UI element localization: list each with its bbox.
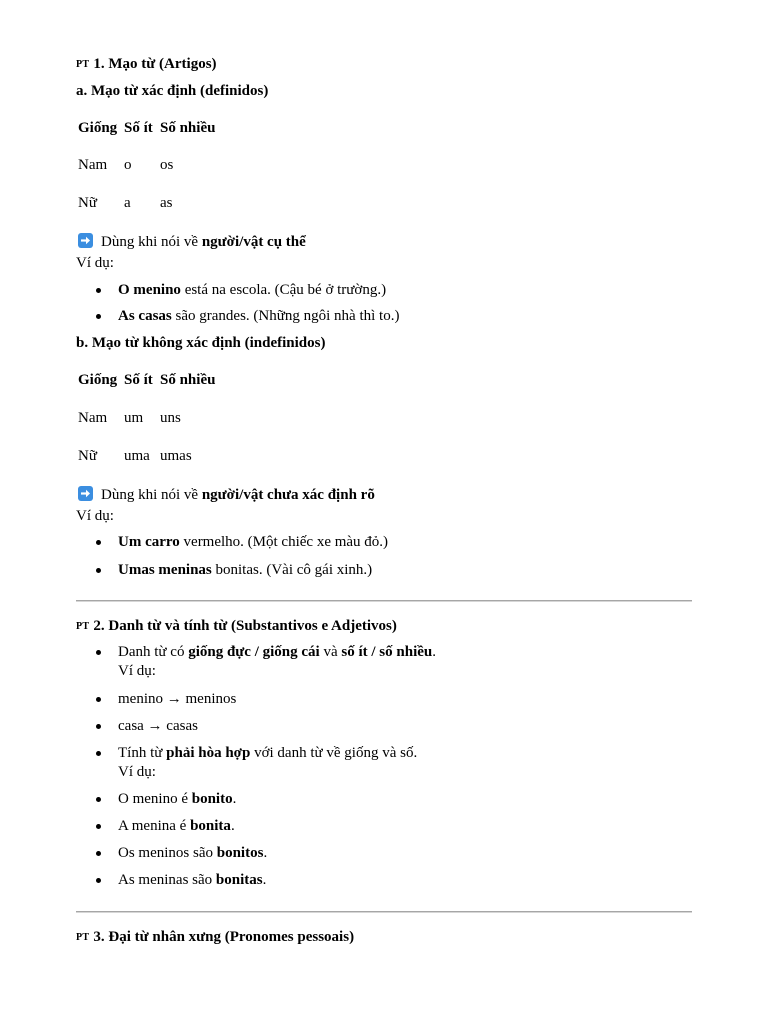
table-cell-plural: as xyxy=(160,195,173,211)
table-cell-singular: um xyxy=(124,410,144,426)
list-item xyxy=(118,280,768,300)
usage-note xyxy=(76,232,768,252)
item-emphasis: bonitas xyxy=(215,872,263,888)
item-emphasis: bonito xyxy=(191,791,233,807)
usage-emphasis: người/vật chưa xác định rõ xyxy=(201,487,375,503)
section-2-heading xyxy=(76,616,768,636)
item-text: và xyxy=(319,644,342,660)
item-text: menino → meninos xyxy=(118,691,237,707)
example-subject: Um carro xyxy=(118,534,180,550)
example-text: vermelho. (Một chiếc xe màu đỏ.) xyxy=(179,534,389,550)
noun-adjective-list xyxy=(76,643,768,890)
table-cell-gender: Nữ xyxy=(78,448,97,464)
flag-pt-icon: PT xyxy=(76,932,90,943)
item-emphasis: bonitos xyxy=(216,845,264,861)
example-label: Ví dụ: xyxy=(76,508,114,524)
section-1-heading xyxy=(76,54,768,74)
item-emphasis: số ít / số nhiều xyxy=(341,644,433,660)
flag-pt-icon: PT xyxy=(76,59,90,70)
example-list xyxy=(76,532,768,580)
list-item xyxy=(118,744,768,782)
usage-text: Dùng khi nói về xyxy=(101,487,202,503)
indefinite-articles-heading: b. Mạo từ không xác định (indefinidos) xyxy=(76,335,326,351)
section-3-title: 3. Đại từ nhân xưng (Pronomes pessoais) xyxy=(93,929,355,945)
column-header-gender: Giống xyxy=(78,372,118,388)
table-cell-gender: Nam xyxy=(78,157,108,173)
item-text: casa → casas xyxy=(118,718,198,734)
column-header-singular: Số ít xyxy=(124,372,153,388)
table-cell-gender: Nam xyxy=(78,410,108,426)
list-item xyxy=(118,306,768,326)
section-2-title: 2. Danh từ và tính từ (Substantivos e Adjetivos) xyxy=(93,618,397,634)
table-row xyxy=(76,446,768,466)
list-item xyxy=(118,532,768,552)
item-text: Danh từ có xyxy=(118,644,189,660)
item-text: . xyxy=(263,845,268,861)
column-header-plural: Số nhiều xyxy=(160,372,216,388)
list-item xyxy=(118,716,768,736)
item-emphasis: phải hòa hợp xyxy=(166,745,251,761)
list-item xyxy=(118,560,768,580)
item-text: . xyxy=(230,818,235,834)
definite-articles-heading: a. Mạo từ xác định (definidos) xyxy=(76,83,269,99)
definite-articles-table xyxy=(76,118,768,213)
item-text: Tính từ xyxy=(118,745,167,761)
section-divider xyxy=(76,600,692,602)
section-divider xyxy=(76,911,692,913)
list-item xyxy=(118,689,768,709)
item-emphasis: giống đực / giống cái xyxy=(188,644,320,660)
item-text: với danh từ về giống và số. xyxy=(250,745,418,761)
list-item xyxy=(118,843,768,863)
table-cell-plural: umas xyxy=(160,448,192,464)
right-arrow-icon xyxy=(78,233,93,248)
flag-pt-icon: PT xyxy=(76,621,90,632)
list-item xyxy=(118,643,768,681)
example-label: Ví dụ: xyxy=(118,764,156,780)
example-subject: As casas xyxy=(118,308,172,324)
example-list xyxy=(76,280,768,326)
table-row xyxy=(76,193,768,213)
item-text: . xyxy=(432,644,436,660)
usage-emphasis: người/vật cụ thể xyxy=(201,234,306,250)
usage-text: Dùng khi nói về xyxy=(101,234,202,250)
example-label: Ví dụ: xyxy=(118,663,156,679)
table-row xyxy=(76,408,768,428)
column-header-singular: Số ít xyxy=(124,120,153,136)
right-arrow-icon xyxy=(78,486,93,501)
indefinite-articles-table xyxy=(76,370,768,466)
column-header-plural: Số nhiều xyxy=(160,120,216,136)
item-text: Os meninos são xyxy=(118,845,217,861)
list-item xyxy=(118,789,768,809)
item-emphasis: bonita xyxy=(190,818,231,834)
item-text: A menina é xyxy=(118,818,191,834)
table-cell-plural: uns xyxy=(160,410,181,426)
table-row xyxy=(76,155,768,175)
section-1-title: 1. Mạo từ (Artigos) xyxy=(93,56,217,72)
table-cell-singular: a xyxy=(124,195,131,211)
item-text: O menino é xyxy=(118,791,192,807)
table-cell-plural: os xyxy=(160,157,174,173)
item-text: . xyxy=(262,872,267,888)
example-text: está na escola. (Cậu bé ở trường.) xyxy=(180,282,387,298)
list-item xyxy=(118,816,768,836)
item-text: . xyxy=(232,791,237,807)
table-cell-singular: uma xyxy=(124,448,150,464)
table-cell-singular: o xyxy=(124,157,132,173)
usage-note xyxy=(76,485,768,505)
example-subject: Umas meninas xyxy=(118,562,212,578)
example-label: Ví dụ: xyxy=(76,255,114,271)
table-header-row xyxy=(76,118,768,138)
list-item xyxy=(118,870,768,890)
example-subject: O menino xyxy=(118,282,181,298)
item-text: As meninas são xyxy=(118,872,216,888)
column-header-gender: Giống xyxy=(78,120,118,136)
example-text: bonitas. (Vài cô gái xinh.) xyxy=(211,562,373,578)
table-header-row xyxy=(76,370,768,390)
section-3-heading xyxy=(76,927,768,947)
example-text: são grandes. (Những ngôi nhà thì to.) xyxy=(171,308,400,324)
table-cell-gender: Nữ xyxy=(78,195,97,211)
